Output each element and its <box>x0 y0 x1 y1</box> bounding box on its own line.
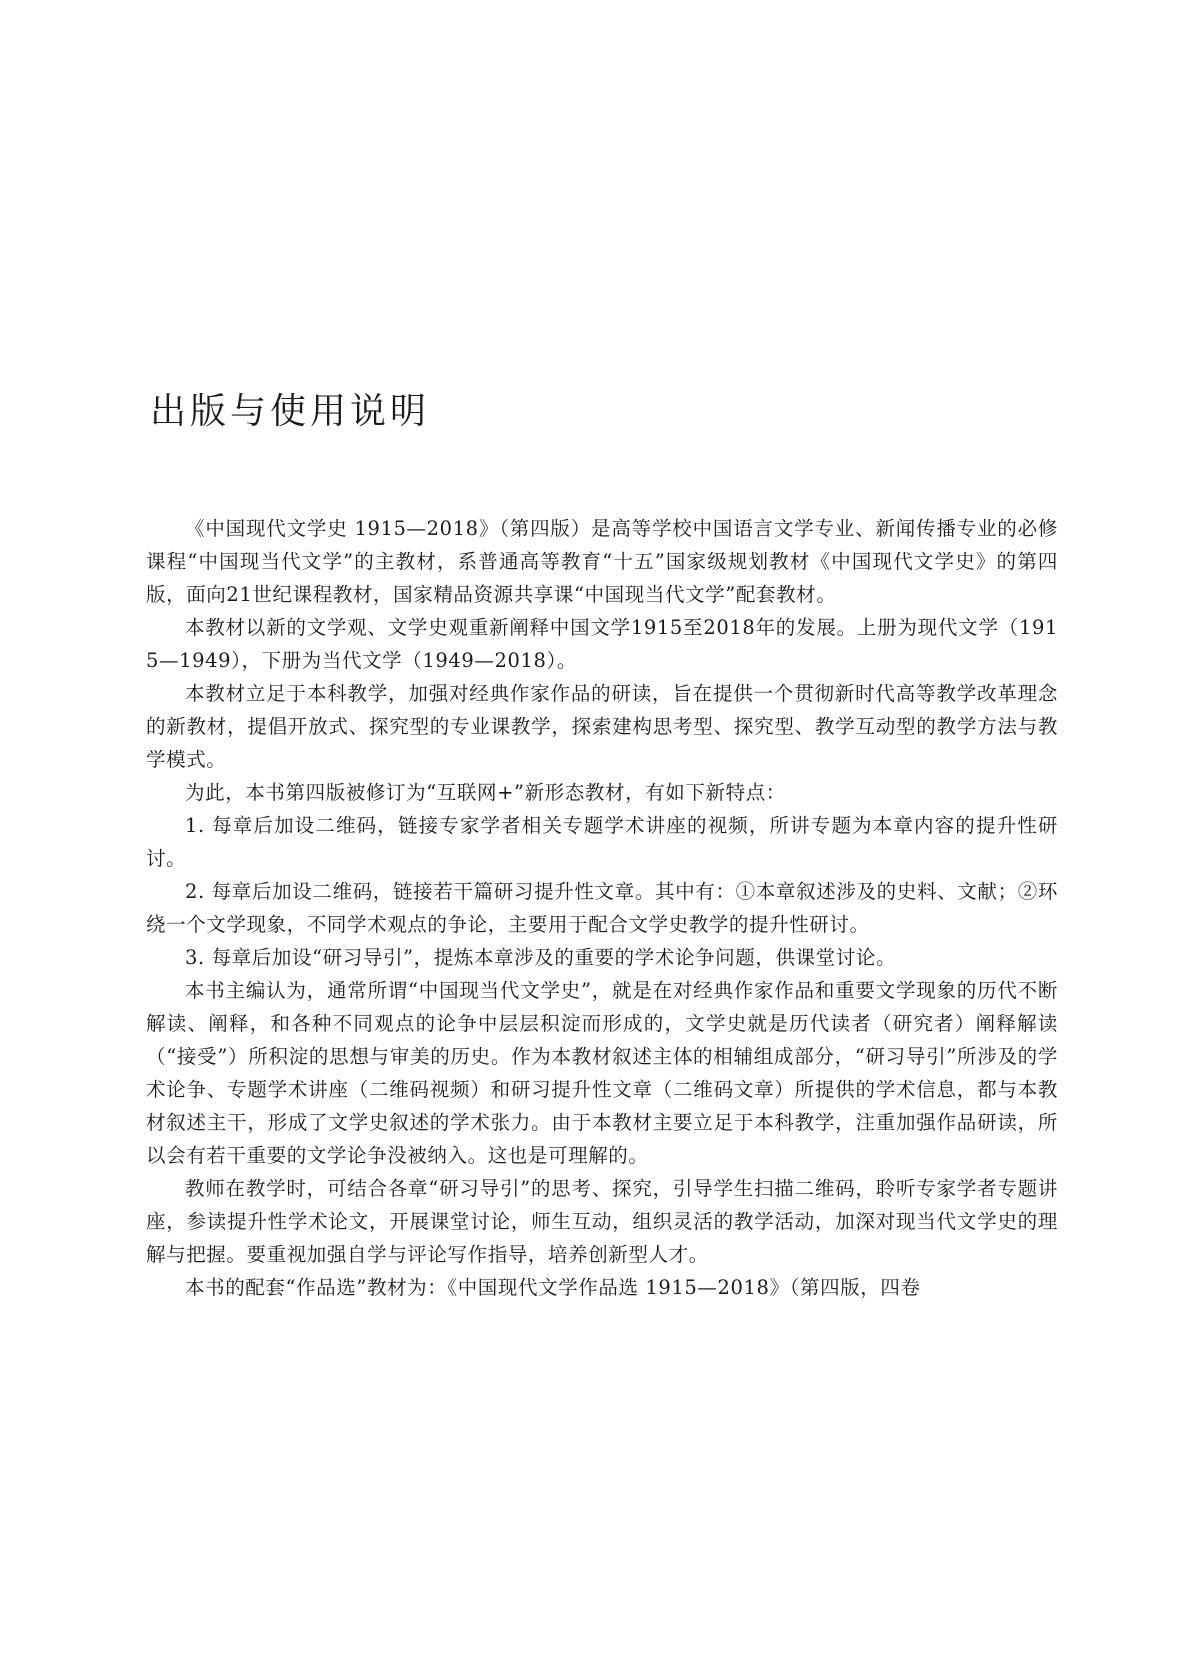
body-text <box>146 512 1058 1304</box>
list-item: 1. 每章后加设二维码，链接专家学者相关专题学术讲座的视频，所讲专题为本章内容的提升性研讨。 <box>146 814 1058 870</box>
paragraph: 本书主编认为，通常所谓“中国现当代文学史”，就是在对经典作家作品和重要文学现象的历代不断解读、阐释，和各种不同观点的论争中层层积淀而形成的，文学史就是历代读者（研究者）阐释解读（“接受”）所积淀的思想与审美的历史。作为本教材叙述主体的相辅组成部分，“研习导引”所涉及的学术论争、专题学术讲座（二维码视频）和研习提升性文章（二维码文章）所提供的学术信息，都与本教材叙述主干，形成了文学史叙述的学术张力。由于本教材主要立足于本科教学，注重加强作品研读，所以会有若干重要的文学论争没被纳入。这也是可理解的。 <box>146 979 1058 1167</box>
paragraph: 本教材以新的文学观、文学史观重新阐释中国文学1915至2018年的发展。上册为现代文学（1915—1949），下册为当代文学（1949—2018）。 <box>146 616 1058 672</box>
page-title: 出版与使用说明 <box>150 391 431 432</box>
paragraph: 教师在教学时，可结合各章“研习导引”的思考、探究，引导学生扫描二维码，聆听专家学者专题讲座，参读提升性学术论文，开展课堂讨论，师生互动，组织灵活的教学活动，加深对现当代文学史的理解与把握。要重视加强自学与评论写作指导，培养创新型人才。 <box>146 1177 1058 1266</box>
paragraph: 本教材立足于本科教学，加强对经典作家作品的研读，旨在提供一个贯彻新时代高等教学改革理念的新教材，提倡开放式、探究型的专业课教学，探索建构思考型、探究型、教学互动型的教学方法与教学模式。 <box>146 682 1058 771</box>
paragraph: 《中国现代文学史 1915—2018》（第四版）是高等学校中国语言文学专业、新闻传播专业的必修课程“中国现当代文学”的主教材，系普通高等教育“十五”国家级规划教材《中国现代文学史》的第四版，面向21世纪课程教材，国家精品资源共享课“中国现当代文学”配套教材。 <box>146 517 1058 606</box>
list-item: 3. 每章后加设“研习导引”，提炼本章涉及的重要的学术论争问题，供课堂讨论。 <box>185 946 897 969</box>
paragraph: 为此，本书第四版被修订为“互联网+”新形态教材，有如下新特点： <box>185 781 786 804</box>
paragraph: 本书的配套“作品选”教材为：《中国现代文学作品选 1915—2018》（第四版，四卷 <box>185 1276 921 1299</box>
list-item: 2. 每章后加设二维码，链接若干篇研习提升性文章。其中有：①本章叙述涉及的史料、文献；②环绕一个文学现象，不同学术观点的争论，主要用于配合文学史教学的提升性研讨。 <box>146 880 1058 936</box>
